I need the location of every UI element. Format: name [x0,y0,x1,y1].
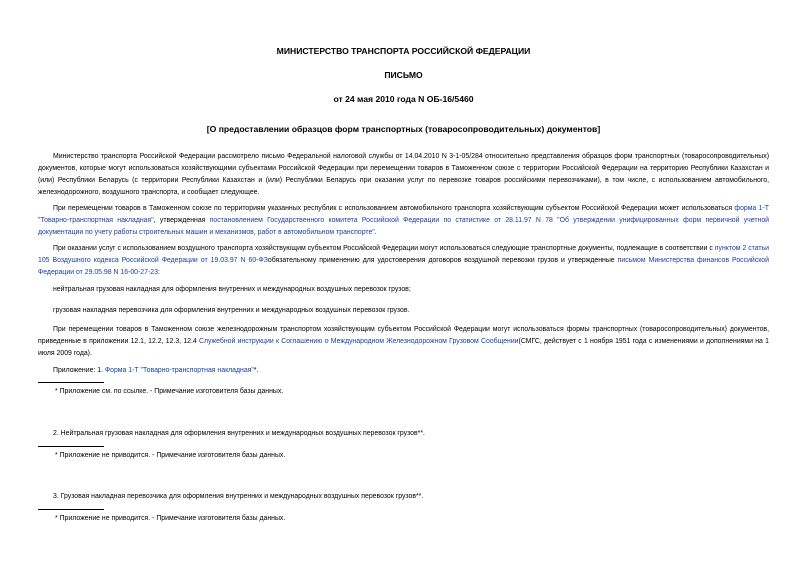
paragraph-1-text: Министерство транспорта Российской Федерации рассмотрело письмо Федеральной налоговой службы от 14.04.2010 N 3-1-05/284 относительно представления образцов форм транспортных (товаросопроводительных) документов, которые могут использоваться хозяйствующими субъектами Российской Федерации при перемещении товаров в Таможенном союзе с территории Российской Федерации на территорию Республики Казахстан и (или) Республики Беларусь (с территории Республики Казахстан и (или) Республики Беларусь при оказании услуг по перевозке товаров российскими перевозчиками), в том числе, с использованием автомобильного, железнодорожного, воздушного транспорта, и сообщает следующее. [38,153,769,196]
minfin-letter-link[interactable]: письмом Министерства финансов Российской Федерации от 29.05.98 N 16-00-27-23 [38,257,769,276]
air-code-link[interactable]: пунктом 2 статьи 105 Воздушного кодекса Российской Федерации от 19.03.97 N 60-ФЗ [38,245,769,264]
paragraph-3-text-c: : [157,269,160,276]
appendix-item-2: 2. Нейтральная грузовая накладная для оформления внутренних и международных воздушных перевозок грузов**. [53,430,425,437]
appendix-form-1t-link[interactable]: Форма 1-Т "Товарно-транспортная накладная" [104,367,254,374]
footnote-2: * Приложение не приводится. - Примечание изготовителя базы данных. [55,452,286,459]
appendix-text-b: *. [253,367,259,374]
paragraph-2-text-a: При перемещении товаров в Таможенном союзе по территориям указанных республик с использованием автомобильного транспорта хозяйствующим субъектом Российской Федерации может использоваться [53,205,735,212]
paragraph-1 [38,151,769,199]
subject-heading: [О предоставлении образцов форм транспортных (товаросопроводительных) документов] [206,124,601,134]
list-item-carrier-waybill: грузовая накладная перевозчика для оформления внутренних и международных воздушных перевозок грузов. [53,307,410,314]
footnote-1: * Приложение см. по ссылке. - Примечание изготовителя базы данных. [55,388,284,395]
paragraph-4-text-a: При перемещении товаров в Таможенном союзе железнодорожным транспортом хозяйствующим субъектом Российской Федерации могут использоваться формы транспортных (товаросопроводительных) документов, приведенные в приложении 12.1, 12.2, 12.3, 12.4 [38,326,769,345]
appendix-text-a: Приложение: 1. [53,367,105,374]
footnote-divider-2 [38,446,104,447]
list-item-neutral-waybill: нейтральная грузовая накладная для оформления внутренних и международных воздушных перевозок грузов; [53,286,411,293]
smgs-instruction-link[interactable]: Служебной инструкции к Соглашению о Международном Железнодорожном Грузовом Сообщении [199,338,519,345]
paragraph-2 [38,203,769,239]
footnote-3: * Приложение не приводится. - Примечание изготовителя базы данных. [55,515,286,522]
paragraph-3-text-a: При оказании услуг с использованием воздушного транспорта хозяйствующим субъектом Российской Федерации могут использоваться следующие транспортные документы, подлежащие в соответствии с [53,245,715,252]
ministry-heading: МИНИСТЕРСТВО ТРАНСПОРТА РОССИЙСКОЙ ФЕДЕРАЦИИ [276,46,531,56]
footnote-divider-3 [38,509,104,510]
paragraph-3 [38,243,769,279]
paragraph-3-text-b: обязательному применению для удостоверения договоров воздушной перевозки грузов и утвержденные [267,257,618,264]
footnote-divider-1 [38,382,104,383]
goskomstat-resolution-link[interactable]: постановлением Государственного комитета Российской Федерации по статистике от 28.11.97 N 78 "Об утверждении унифицированных форм первичной учетной документации по учету работы строительных машин и механизмов, работ в автомобильном транспорте" [38,217,769,236]
paragraph-2-text-b: , утвержденная [153,217,210,224]
paragraph-2-text-c: . [374,229,377,236]
paragraph-4-text-b: (СМГС, действует с 1 ноября 1951 года с изменениями и дополнениями на 1 июля 2009 года). [38,338,769,357]
form-1t-link[interactable]: форма 1-Т "Товарно-транспортная накладная" [38,205,770,224]
appendix-line [53,367,258,374]
date-number-heading: от 24 мая 2010 года N ОБ-16/5460 [333,94,474,104]
appendix-item-3: 3. Грузовая накладная перевозчика для оформления внутренних и международных воздушных перевозок грузов**. [53,493,424,500]
paragraph-4 [38,324,769,360]
document-type-heading: ПИСЬМО [384,70,423,80]
